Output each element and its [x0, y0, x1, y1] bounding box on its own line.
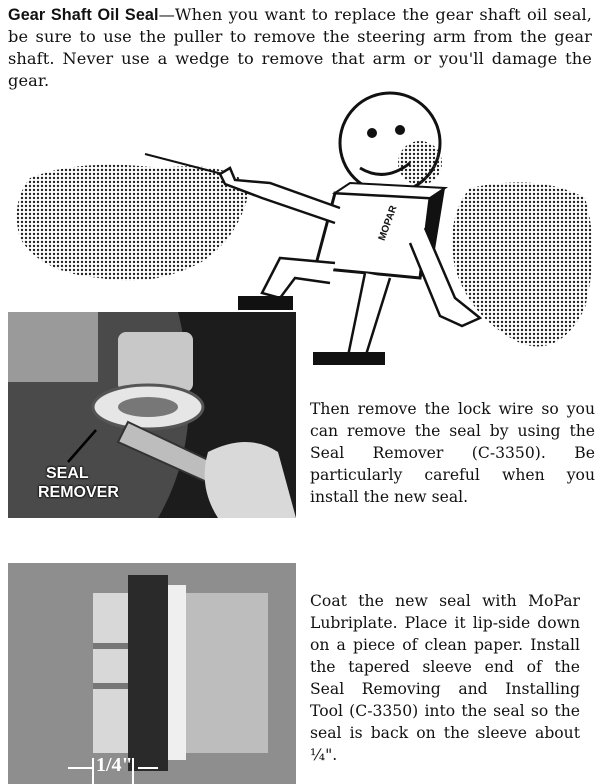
seal-remover-photo [8, 312, 296, 518]
seal-remover-caption: Then remove the lock wire so you can remove the seal by using the Seal Remover (C-3350). Be particularly careful when you install the new seal. [310, 400, 595, 506]
seal-remover-label-line1: SEAL [46, 465, 89, 482]
mopar-badge: MOPAR [376, 204, 400, 243]
seal-remover-label-line2: REMOVER [38, 484, 119, 501]
intro-paragraph [8, 4, 592, 92]
mascot-right-leg [348, 273, 390, 358]
quarter-inch-label: 1/4" [96, 754, 133, 776]
left-grease-smudge [17, 165, 250, 281]
mascot-right-shoe [313, 352, 385, 365]
seal-sleeve-photo-art [8, 563, 296, 784]
seal-sleeve-photo [8, 563, 296, 784]
lubriplate-caption: Coat the new seal with MoPar Lubriplate. Place it lip-side down on a piece of clean paper. Install the tapered sleeve end of the Seal Removing and Installing Tool (C-3350) into the seal so the seal is back on the sleeve about ¼". [310, 592, 580, 764]
section-heading: Gear Shaft Oil Seal [8, 6, 159, 24]
seal-remover-label [38, 464, 119, 502]
intro-text: —When you want to replace the gear shaft oil seal, be sure to use the puller to remove the steering arm from the gear shaft. Never use a wedge to remove that arm or you'll damage the gear. [8, 5, 592, 90]
mascot-left-leg [262, 258, 335, 298]
mascot-head [340, 93, 442, 193]
mascot-left-shoe [238, 296, 293, 310]
